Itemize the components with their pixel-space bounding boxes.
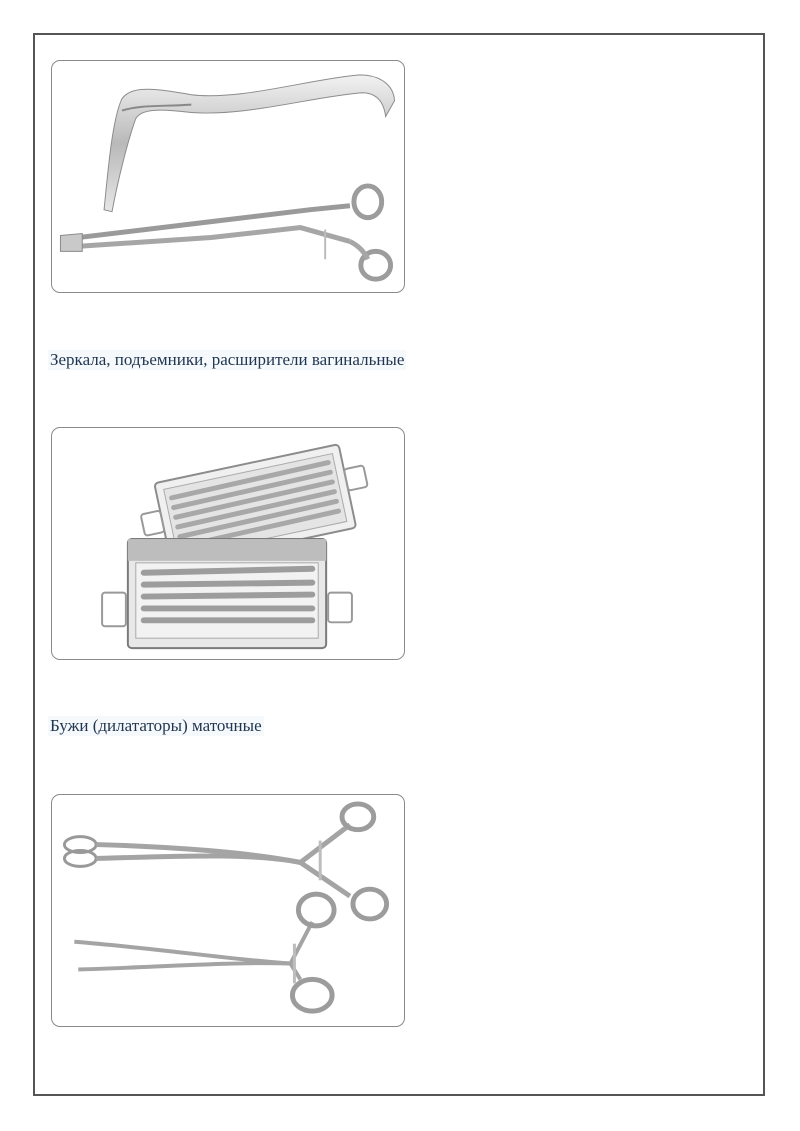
dilator-set-in-trays-illustration xyxy=(52,428,404,659)
speculum-figure xyxy=(51,60,405,293)
dilators-figure xyxy=(51,427,405,660)
dilators-caption: Бужи (дилататоры) маточные xyxy=(50,716,262,735)
forceps-figure xyxy=(51,794,405,1027)
speculum-and-forceps-illustration xyxy=(52,61,404,292)
speculum-caption: Зеркала, подъемники, расширители вагинальные xyxy=(50,350,405,369)
forceps-pair-illustration xyxy=(52,795,404,1026)
